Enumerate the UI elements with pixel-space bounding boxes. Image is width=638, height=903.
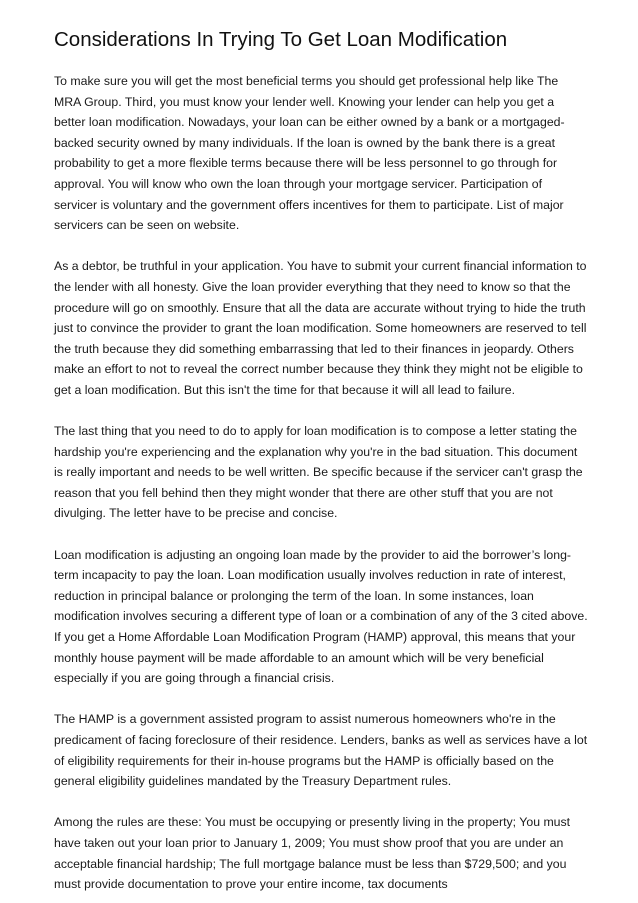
document-title: Considerations In Trying To Get Loan Modification [54, 28, 508, 51]
paragraph-5: The HAMP is a government assisted program to assist numerous homeowners who're in the predicament of facing foreclosure of their residence. Lenders, banks as well as services have a lot of eligibility requirements for their in-house programs but the HAMP is officially based on the general eligibility guidelines mandated by the Treasury Department rules. [54, 712, 588, 789]
paragraph-2: As a debtor, be truthful in your application. You have to submit your current financial information to the lender with all honesty. Give the loan provider everything that they need to know so that the procedure will go on smoothly. Ensure that all the data are accurate without trying to hide the truth just to convince the provider to grant the loan modification. Some homeowners are reserved to tell the truth because they did something embarrassing that led to their finances in jeopardy. Others make an effort to not to reveal the correct number because they think they might not be eligible to get a loan modification. But this isn't the time for that because it will all lead to failure. [54, 259, 587, 397]
paragraph-6: Among the rules are these: You must be occupying or presently living in the property; You must have taken out your loan prior to January 1, 2009; You must show proof that you are under an acceptable financial hardship; The full mortgage balance must be less than $729,500; and you must provide documentation to prove your entire income, tax documents [54, 815, 571, 892]
paragraph-1: To make sure you will get the most beneficial terms you should get professional help like The MRA Group. Third, you must know your lender well. Knowing your lender can help you get a better loan modification. Nowadays, your loan can be either owned by a bank or a mortgaged-backed security owned by many individuals. If the loan is owned by the bank there is a great probability to get a more flexible terms because there will be less personnel to go through for approval. You will know who own the loan through your mortgage servicer. Participation of servicer is voluntary and the government offers incentives for them to participate. List of major servicers can be seen on website. [54, 74, 565, 233]
paragraph-4: Loan modification is adjusting an ongoing loan made by the provider to aid the borrower’s long-term incapacity to pay the loan. Loan modification usually involves reduction in rate of interest, reduction in principal balance or prolonging the term of the loan. In some instances, loan modification involves securing a different type of loan or a combination of any of the 3 cited above. If you get a Home Affordable Loan Modification Program (HAMP) approval, this means that your monthly house payment will be made affordable to an amount which will be very beneficial especially if you are going through a financial crisis. [54, 547, 588, 686]
paragraph-3: The last thing that you need to do to apply for loan modification is to compose a letter stating the hardship you're experiencing and the explanation why you're in the bad situation. This document is really important and needs to be well written. Be specific because if the servicer can't grasp the reason that you fell behind then they might wonder that there are other stuff that you are not divulging. The letter have to be precise and concise. [54, 424, 583, 521]
